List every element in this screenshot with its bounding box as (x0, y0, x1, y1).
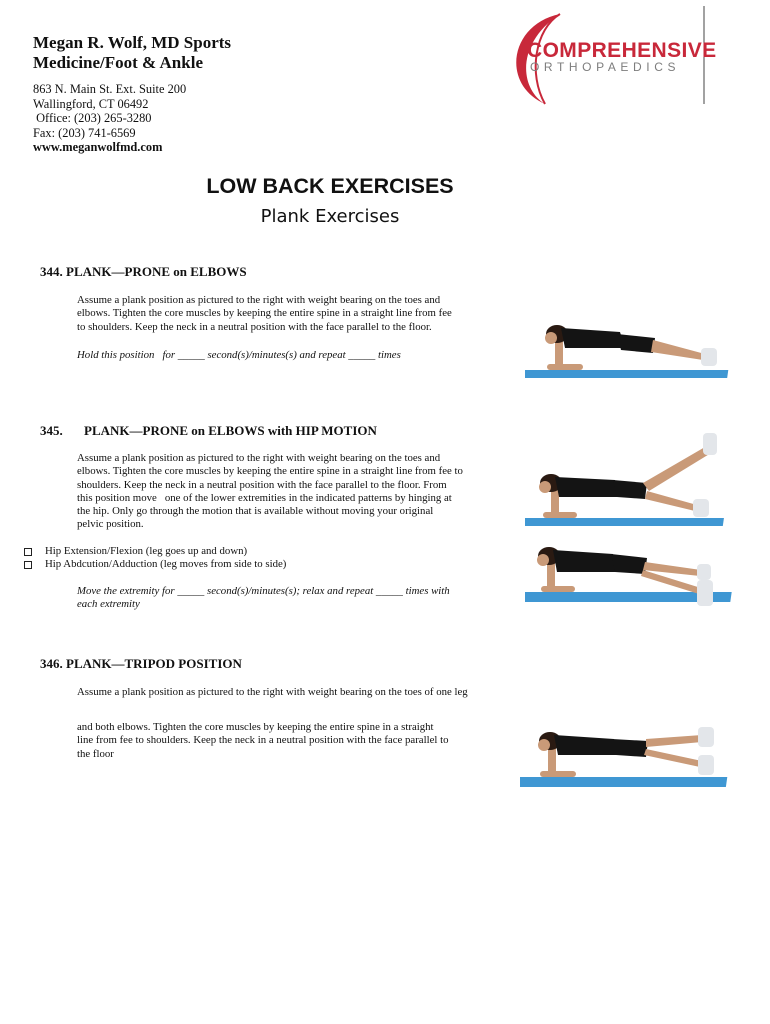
option-label: Hip Extension/Flexion (leg goes up and down) (45, 545, 248, 557)
exercise-346-line: and both elbows. Tighten the core muscles by keeping the entire spine in a straight (77, 721, 434, 733)
logo-wordmark-sub: ORTHOPAEDICS (530, 60, 681, 74)
option-label: Hip Abdcution/Adduction (leg moves from side to side) (45, 558, 287, 570)
exercise-344-line: elbows. Tighten the core muscles by keeping the entire spine in a straight line from fee (77, 307, 452, 320)
plank-hip-abduction-photo (525, 540, 745, 612)
logo-wordmark-main: COMPREHENSIVE (527, 39, 717, 62)
option-hip-abduction-adduction[interactable] (24, 558, 286, 571)
exercise-344-heading: 344. PLANK—PRONE on ELBOWS (40, 264, 247, 279)
exercise-346-heading: 346. PLANK—TRIPOD POSITION (40, 656, 242, 671)
exercise-345-instruction (77, 585, 487, 612)
exercise-346-line: line from fee to shoulders. Keep the neck in a neutral position with the face parallel to (77, 734, 449, 747)
exercise-345-line: this position move one of the lower extremities in the indicated patterns by hinging at (77, 491, 452, 504)
page-title: LOW BACK EXERCISES (206, 174, 454, 198)
exercise-345-description (77, 452, 487, 532)
fax-number: Fax: (203) 741-6569 (33, 125, 136, 140)
checkbox[interactable] (24, 548, 32, 556)
office-phone: Office: (203) 265-3280 (33, 111, 152, 126)
plank-hip-extension-photo (525, 425, 745, 530)
exercise-346-description (77, 721, 487, 761)
exercise-345-line: the hip. Only go through the motion that is available without moving your original (77, 505, 434, 518)
exercise-344-line: to shoulders. Keep the neck in a neutral position with the face parallel to the floor. (77, 320, 432, 333)
doctor-name-line2: Medicine/Foot & Ankle (33, 53, 203, 72)
option-hip-extension-flexion[interactable] (24, 545, 247, 558)
exercise-346-line1: Assume a plank position as pictured to the right with weight bearing on the toes of one leg (77, 686, 468, 698)
doctor-name-line1: Megan R. Wolf, MD Sports (33, 33, 232, 52)
website-link[interactable]: www.meganwolfmd.com (33, 140, 163, 155)
exercise-345-instruction-line: each extremity (77, 598, 140, 611)
exercise-344-instruction: Hold this position for _____ second(s)/minutes(s) and repeat _____ times (77, 349, 401, 361)
doctor-name (33, 33, 231, 73)
exercise-345-line: shoulders. Keep the neck in a neutral position with the face parallel to the floor. From (77, 478, 447, 491)
plank-prone-elbows-photo (525, 308, 740, 383)
exercise-345-line: elbows. Tighten the core muscles by keeping the entire spine in a straight line from fee to (77, 465, 463, 478)
exercise-345-line: Assume a plank position as pictured to the right with weight bearing on the toes and (77, 452, 441, 464)
exercise-345-heading: PLANK—PRONE on ELBOWS with HIP MOTION (84, 423, 377, 438)
exercise-345-instruction-line: Move the extremity for _____ second(s)/minutes(s); relax and repeat _____ times with (77, 585, 450, 597)
city-state-zip: Wallingford, CT 06492 (33, 96, 149, 111)
checkbox[interactable] (24, 561, 32, 569)
exercise-345-number: 345. (40, 423, 63, 438)
exercise-345-line: pelvic position. (77, 518, 144, 531)
exercise-346-line: the floor (77, 747, 114, 760)
exercise-344-line: Assume a plank position as pictured to the right with weight bearing on the toes and (77, 294, 441, 306)
plank-tripod-photo (520, 715, 742, 790)
page-subtitle: Plank Exercises (260, 206, 400, 227)
street-address: 863 N. Main St. Ext. Suite 200 (33, 82, 187, 96)
contact-block (33, 82, 186, 155)
exercise-344-description (77, 294, 487, 334)
